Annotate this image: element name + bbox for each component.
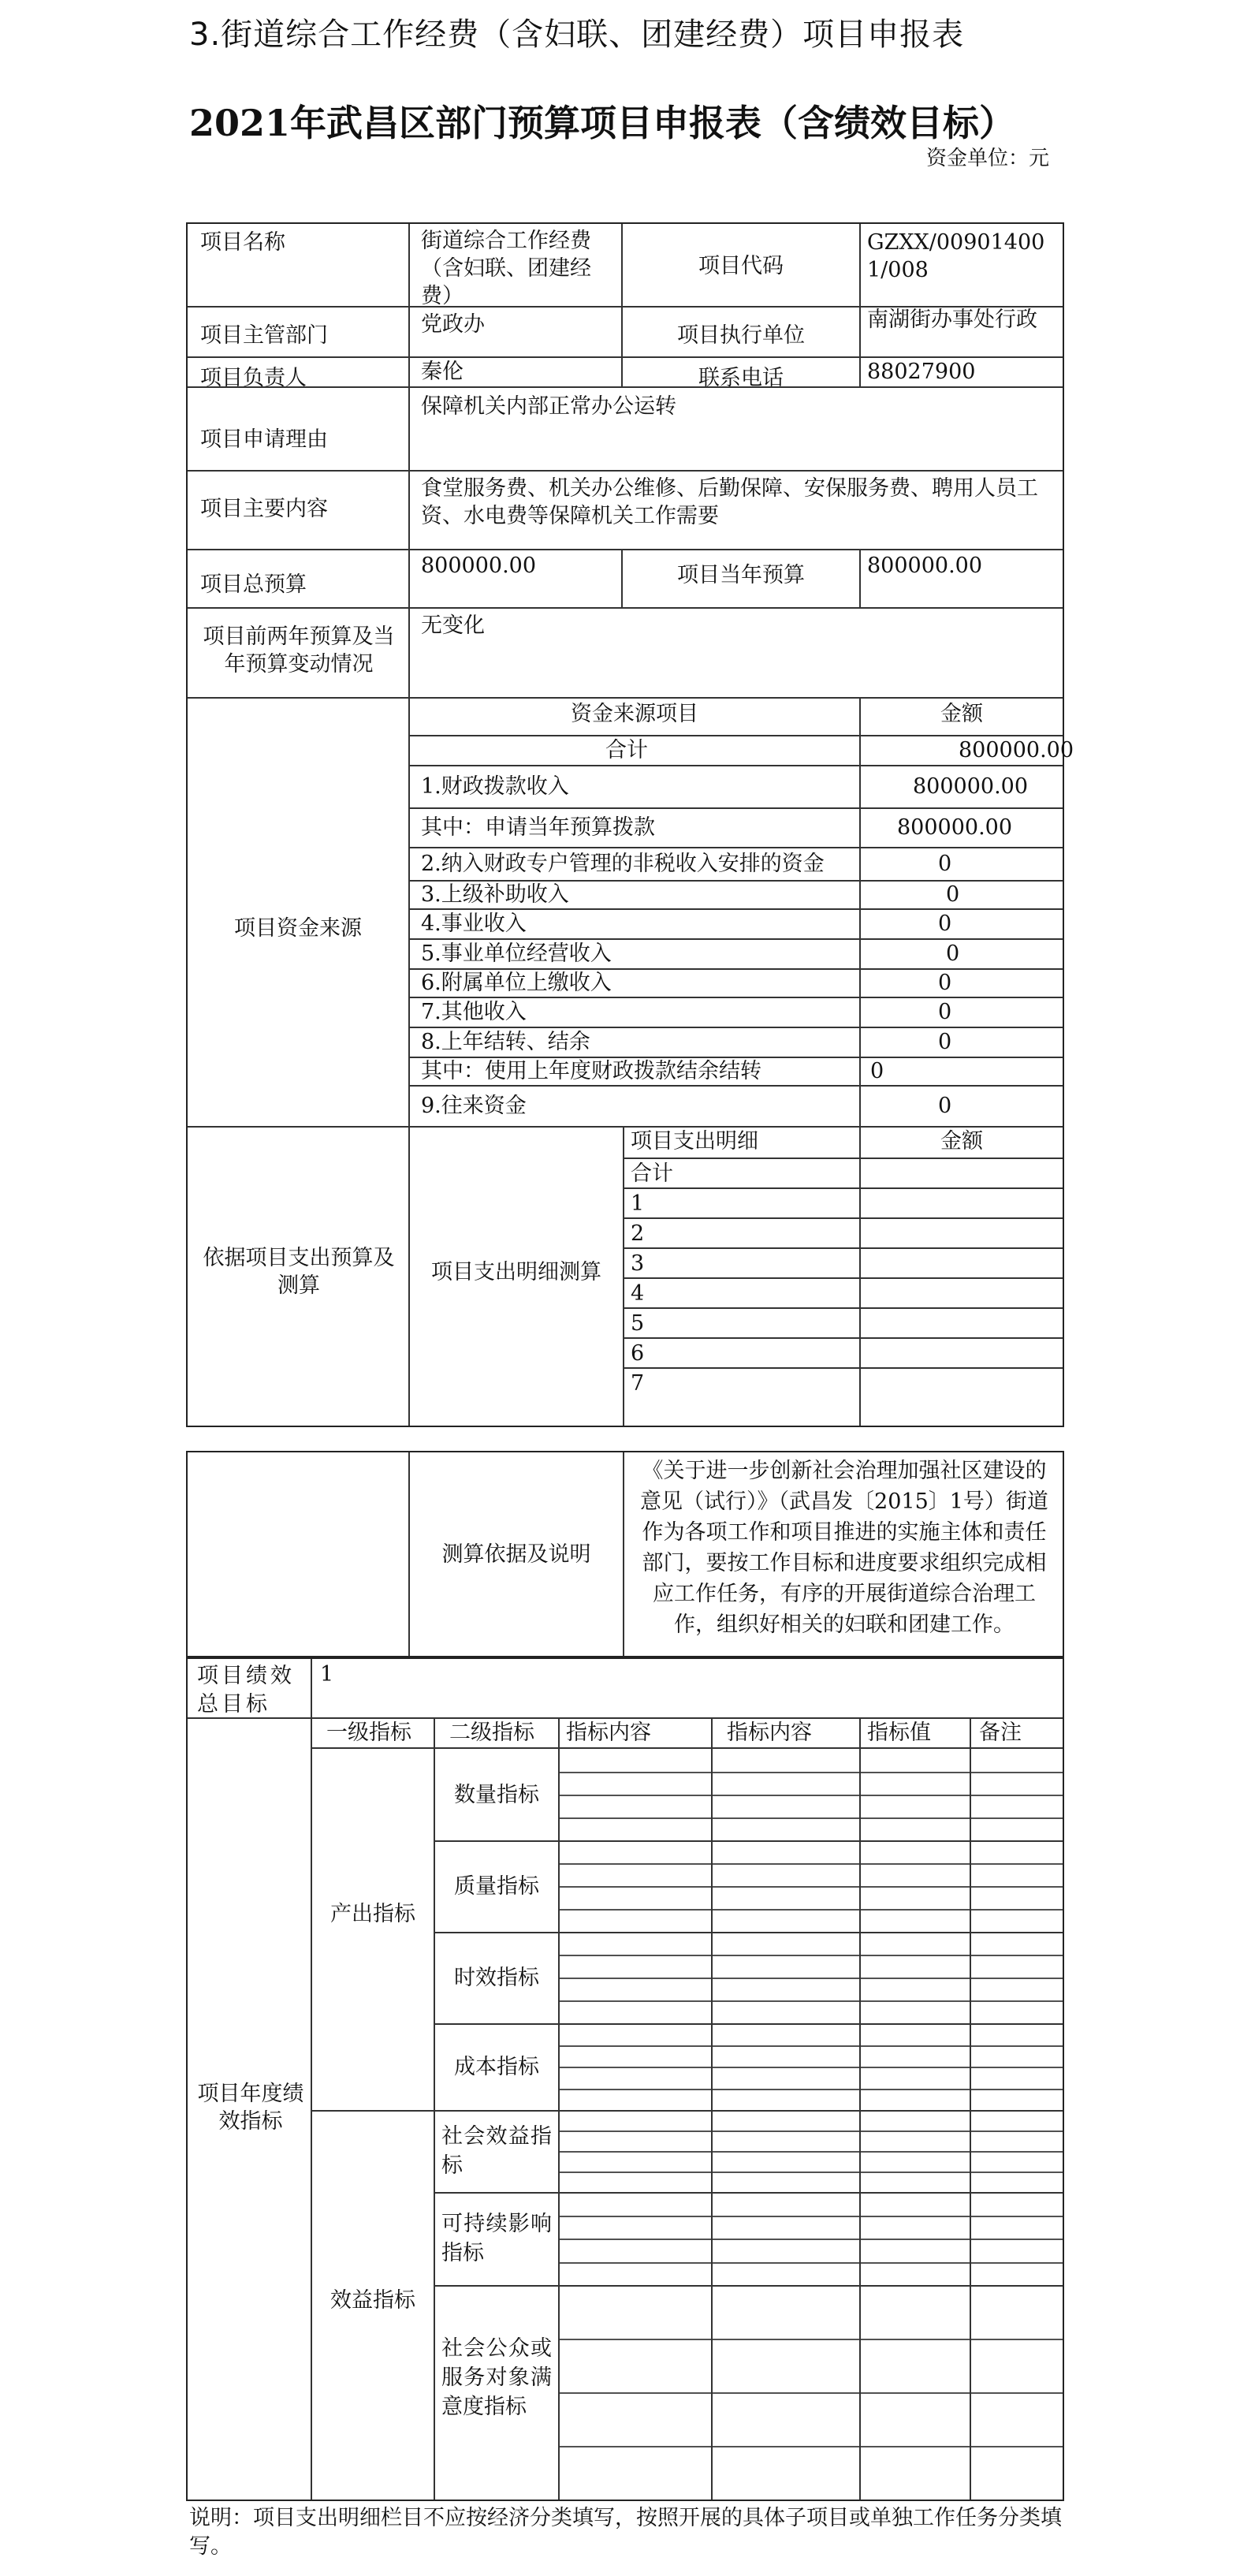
owner-value: 秦伦: [421, 360, 464, 384]
basic-info-table: [186, 222, 1074, 1427]
total-budget-label: 项目总预算: [200, 572, 307, 597]
dept-value: 党政办: [421, 312, 485, 337]
funding-row-item: 6.附属单位上缴收入: [421, 970, 612, 995]
funding-row-item: 合计: [605, 737, 648, 762]
change-label: 项目前两年预算及当年预算变动情况: [203, 624, 395, 677]
expense-sub-label: 项目支出明细测算: [431, 1260, 601, 1284]
performance-table: [186, 1657, 1064, 2501]
exec-label: 项目执行单位: [677, 323, 805, 348]
project-code-label: 项目代码: [698, 254, 784, 278]
expense-row-item: 2: [631, 1221, 645, 1246]
dept-label: 项目主管部门: [200, 323, 328, 348]
footnote: 说明：项目支出明细栏目不应按经济分类填写，按照开展的具体子项目或单独工作任务分类填写。: [189, 2506, 1062, 2559]
expense-row-item: 3: [631, 1251, 645, 1276]
total-goal-label: 项目绩效总目标: [197, 1664, 295, 1717]
perf-header-cell: 一级指标: [326, 1720, 411, 1745]
content-value: 食堂服务费、机关办公维修、后勤保障、安保服务费、聘用人员工资、水电费等保障机关工作需要: [421, 476, 1038, 528]
perf-level2-cell: 质量指标: [454, 1873, 539, 1899]
year-budget-value: 800000.00: [867, 554, 983, 578]
exec-value: 南湖街办事处行政: [867, 308, 1037, 332]
funding-row-amount: 0: [938, 970, 952, 995]
total-goal-value: 1: [320, 1662, 334, 1687]
funding-row-item: 7.其他收入: [421, 999, 527, 1024]
perf-level2-cell: 数量指标: [454, 1782, 539, 1807]
funding-row-amount: 0: [938, 999, 952, 1024]
benefit-indicator-label: 效益指标: [330, 2288, 415, 2313]
funding-row-item: 5.事业单位经营收入: [421, 941, 612, 966]
project-name-label: 项目名称: [200, 230, 285, 255]
perf-level2-cell: 成本指标: [454, 2054, 539, 2079]
perf-header-cell: 指标内容: [727, 1720, 812, 1745]
funding-row-amount: 0: [946, 941, 960, 966]
phone-value: 88027900: [867, 360, 976, 384]
content-label: 项目主要内容: [200, 497, 328, 521]
funding-row-item: 2.纳入财政专户管理的非税收入安排的资金: [421, 851, 825, 876]
funding-row-item: 4.事业收入: [421, 911, 527, 936]
currency-unit: 资金单位：元: [926, 147, 1050, 170]
owner-label: 项目负责人: [200, 366, 307, 390]
expense-row-item: 5: [631, 1311, 645, 1336]
perf-header-cell: 指标值: [867, 1720, 931, 1745]
document-heading: 3.街道综合工作经费（含妇联、团建经费）项目申报表: [189, 17, 965, 53]
funding-row-amount: 800000.00: [913, 774, 1029, 799]
perf-header-cell: 指标内容: [566, 1720, 651, 1745]
funding-row-item: 1.财政拨款收入: [421, 774, 569, 799]
expense-col-amount: 金额: [940, 1129, 983, 1154]
funding-row-amount: 0: [938, 851, 952, 876]
funding-col-item: 资金来源项目: [571, 702, 698, 726]
funding-col-amount: 金额: [940, 702, 983, 726]
perf-level2-cell: 社会公众或服务对象满意度指标: [441, 2336, 552, 2419]
year-budget-label: 项目当年预算: [677, 563, 805, 587]
expense-row-item: 7: [631, 1371, 645, 1396]
funding-row-item: 其中：使用上年度财政拨款结余结转: [421, 1058, 761, 1083]
perf-header-cell: 二级指标: [449, 1720, 534, 1745]
total-budget-value: 800000.00: [421, 554, 537, 578]
perf-level2-cell: 社会效益指标: [441, 2124, 552, 2178]
funding-row-amount: 0: [938, 1093, 952, 1118]
expense-row-item: 4: [631, 1281, 645, 1306]
funding-row-item: 其中：申请当年预算拨款: [421, 815, 655, 840]
funding-row-amount: 0: [946, 882, 960, 907]
expense-col-item: 项目支出明细: [631, 1129, 758, 1154]
basis-text: 《关于进一步创新社会治理加强社区建设的意见（试行）》（武昌发〔2015〕1号）街道作为各项工作和项目推进的实施主体和责任部门，要按工作目标和进度要求组织完成相应工作任务，有序的开展街道综合治理工作，组织好相关的妇联和团建工作。: [640, 1459, 1048, 1637]
funding-row-item: 9.往来资金: [421, 1093, 527, 1118]
perf-level2-cell: 时效指标: [454, 1965, 539, 1990]
expense-row-item: 1: [631, 1191, 645, 1216]
annual-goal-label: 项目年度绩效指标: [197, 2082, 304, 2134]
project-name-value: 街道综合工作经费（含妇联、团建经费）: [421, 229, 591, 308]
basis-label: 测算依据及说明: [441, 1542, 591, 1567]
funding-row-amount: 800000.00: [897, 815, 1013, 840]
document-title: 2021年武昌区部门预算项目申报表（含绩效目标）: [189, 102, 1016, 144]
funding-row-amount: 0: [938, 1029, 952, 1054]
reason-label: 项目申请理由: [200, 427, 328, 452]
funding-row-item: 3.上级补助收入: [421, 882, 569, 907]
funding-row-amount: 800000.00: [959, 737, 1074, 762]
change-value: 无变化: [421, 613, 485, 638]
phone-label: 联系电话: [698, 366, 784, 390]
expense-label: 依据项目支出预算及测算: [203, 1246, 395, 1298]
expense-row-item: 6: [631, 1341, 645, 1366]
output-indicator-label: 产出指标: [330, 1902, 415, 1926]
project-code-value: GZXX/009014001/008: [867, 230, 1045, 282]
perf-level2-cell: 可持续影响指标: [441, 2212, 552, 2265]
reason-value: 保障机关内部正常办公运转: [421, 394, 676, 419]
funding-row-item: 8.上年结转、结余: [421, 1029, 590, 1054]
funding-row-amount: 0: [938, 911, 952, 936]
expense-row-item: 合计: [631, 1161, 673, 1186]
funding-row-amount: 0: [870, 1058, 884, 1083]
basis-table: [186, 1451, 1064, 1657]
funding-label: 项目资金来源: [234, 916, 362, 941]
perf-header-cell: 备注: [979, 1720, 1022, 1745]
